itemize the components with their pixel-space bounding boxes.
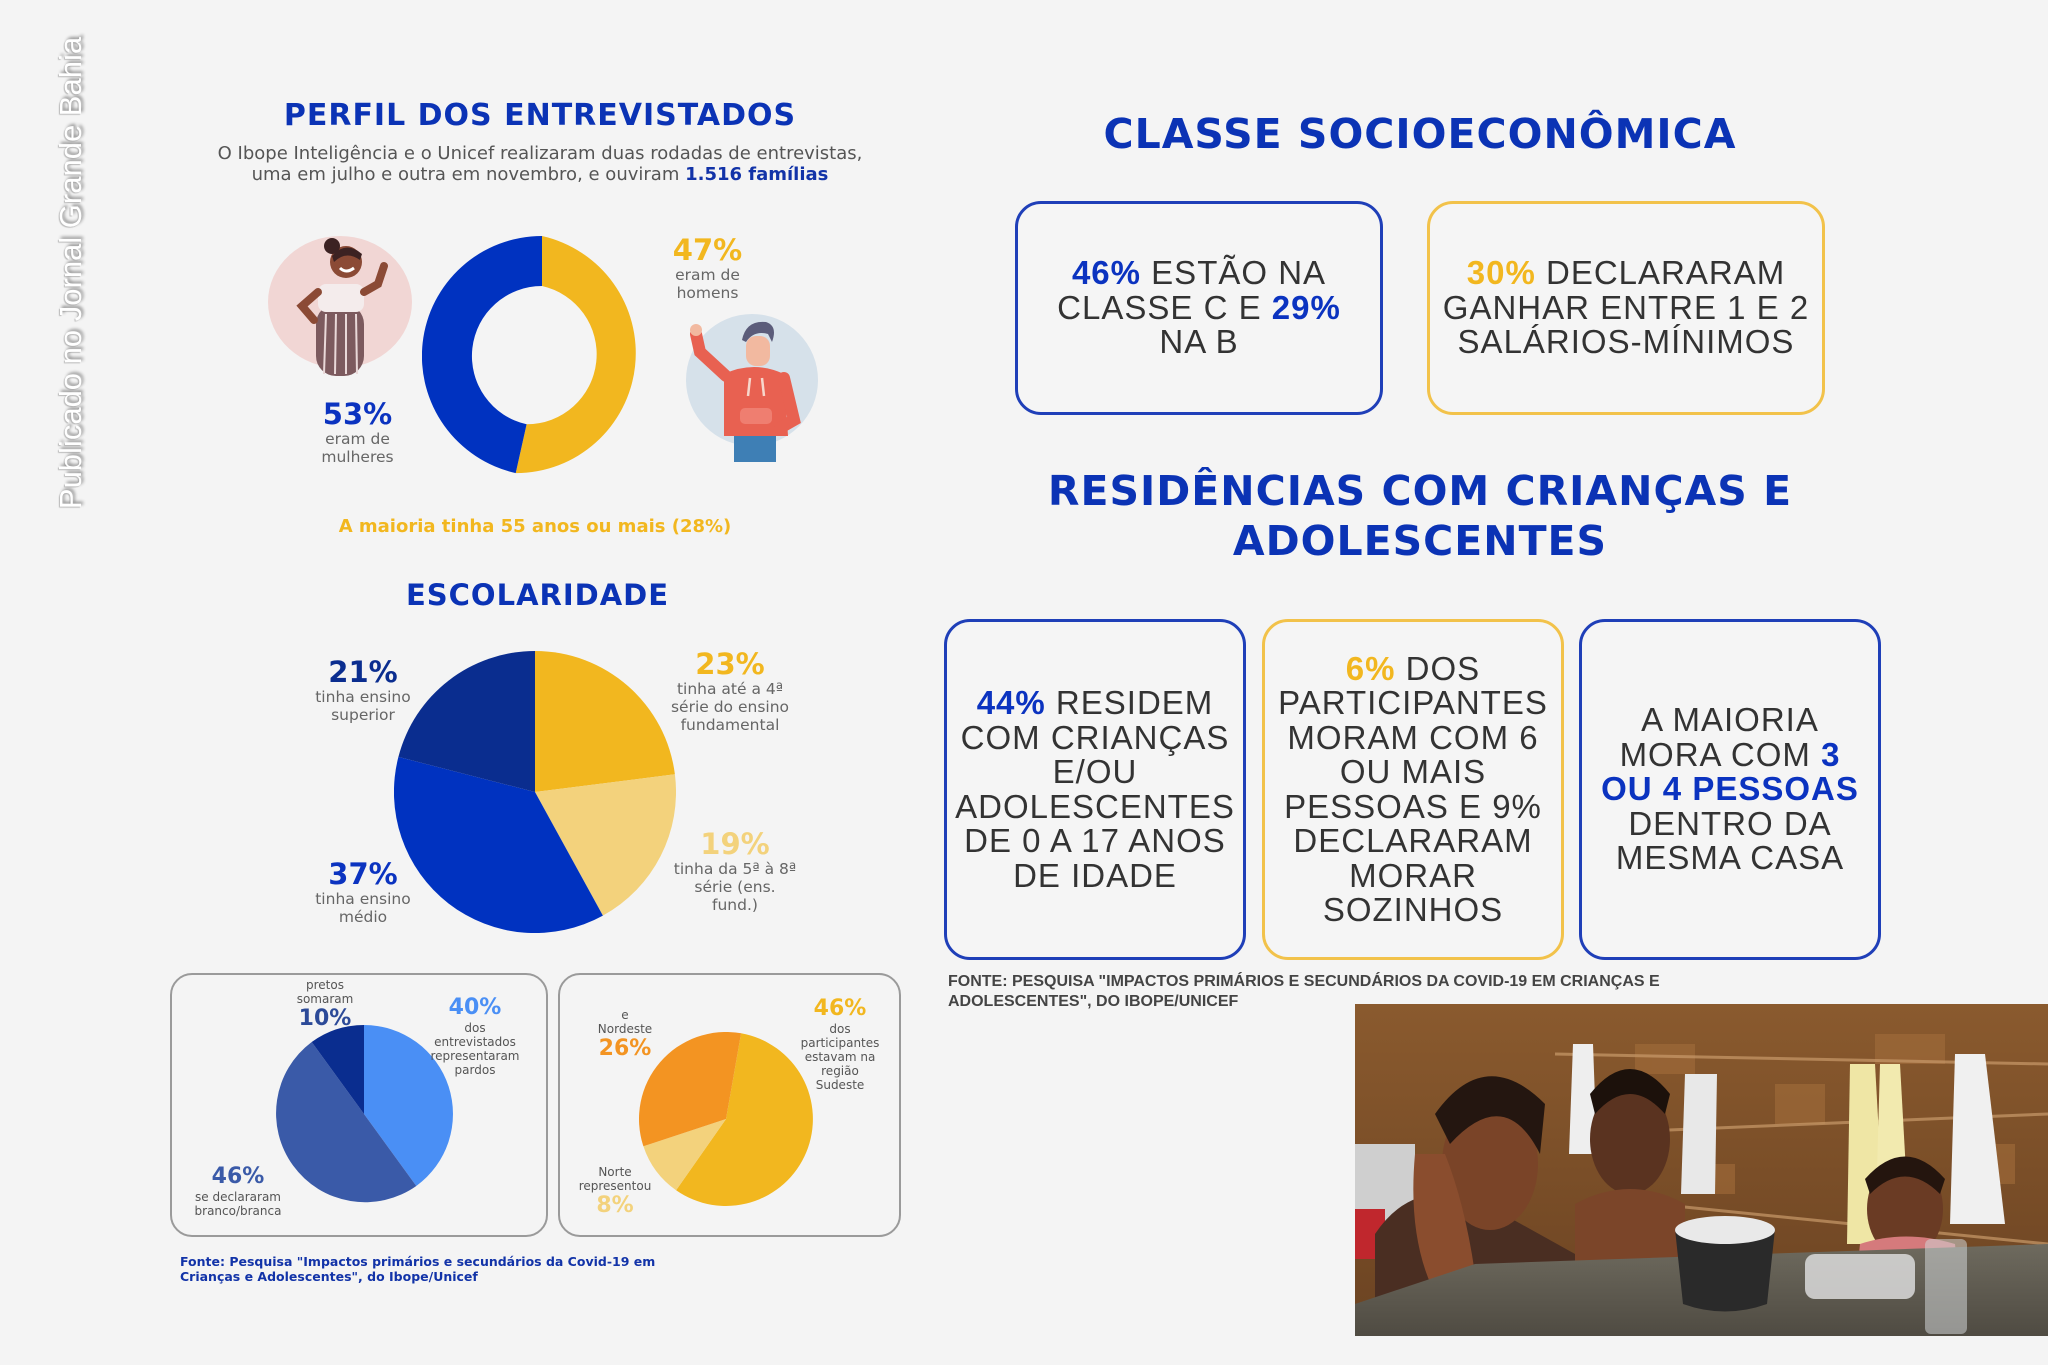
brancos-desc1: se declararam bbox=[195, 1190, 281, 1204]
fund4-label bbox=[650, 648, 810, 734]
sudeste-desc2: participantes bbox=[800, 1036, 880, 1050]
children-line4: ADOLESCENTES bbox=[955, 787, 1235, 825]
socioeconomic-title: CLASSE SOCIOECONÔMICA bbox=[1103, 110, 1737, 158]
six-plus-pct: 6% bbox=[1345, 649, 1396, 687]
pretos-desc1: pretos bbox=[306, 978, 344, 992]
households-title-line1: RESIDÊNCIAS COM CRIANÇAS E bbox=[1047, 467, 1793, 515]
superior-label bbox=[298, 656, 428, 724]
fund4-desc1: tinha até a 4ª bbox=[676, 680, 784, 698]
pretos-pct: 10% bbox=[298, 1006, 352, 1031]
source-right-line2: ADOLESCENTES", DO IBOPE/UNICEF bbox=[948, 993, 1239, 1010]
medio-desc1: tinha ensino bbox=[315, 890, 411, 908]
class-card-line1: ESTÃO NA bbox=[1141, 254, 1327, 292]
brancos-pct: 46% bbox=[211, 1164, 265, 1189]
children-card-text bbox=[955, 686, 1235, 893]
women-label bbox=[290, 398, 425, 466]
source-left bbox=[180, 1254, 700, 1284]
profile-intro-line2 bbox=[160, 164, 920, 185]
watermark-text: Publicado no Jornal Grande Bahia bbox=[53, 36, 88, 510]
families-count: 1.516 famílias bbox=[685, 164, 829, 185]
majority-card-text bbox=[1601, 703, 1859, 876]
fund8-label bbox=[650, 828, 820, 914]
size-line5: PESSOAS E 9% bbox=[1284, 787, 1542, 825]
household-size-card bbox=[1262, 619, 1564, 960]
children-line3: E/OU bbox=[1052, 753, 1138, 790]
class-card bbox=[1015, 201, 1383, 415]
pardos-desc3: representaram bbox=[430, 1049, 520, 1063]
income-card bbox=[1427, 201, 1825, 415]
source-left-line2: Crianças e Adolescentes", do Ibope/Unicef bbox=[180, 1269, 478, 1284]
women-desc1: eram de bbox=[325, 430, 390, 448]
sudeste-pct: 46% bbox=[813, 996, 867, 1021]
superior-desc2: superior bbox=[331, 706, 395, 724]
class-card-line3: NA B bbox=[1159, 323, 1239, 361]
children-line2: COM CRIANÇAS bbox=[960, 718, 1230, 756]
superior-pct: 21% bbox=[328, 655, 398, 689]
income-card-text bbox=[1443, 256, 1809, 360]
children-line5: DE 0 A 17 ANOS bbox=[964, 822, 1226, 859]
pretos-desc2: somaram bbox=[296, 992, 354, 1006]
education-title: ESCOLARIDADE bbox=[405, 578, 670, 612]
men-label bbox=[640, 234, 775, 302]
majority-line1: A MAIORIA bbox=[1641, 701, 1819, 739]
men-desc2: homens bbox=[676, 284, 739, 302]
pardos-label bbox=[420, 995, 530, 1077]
region-pie-chart bbox=[639, 1032, 813, 1206]
size-line8: SOZINHOS bbox=[1322, 891, 1504, 928]
education-pie-chart bbox=[394, 651, 676, 933]
fund4-pct: 23% bbox=[695, 647, 765, 681]
nordeste-pct: 26% bbox=[598, 1036, 652, 1061]
households-title-line2: ADOLESCENTES bbox=[1232, 517, 1608, 565]
sudeste-desc4: região bbox=[821, 1064, 859, 1078]
size-line3: MORAM COM 6 bbox=[1287, 718, 1539, 756]
nordeste-label bbox=[585, 1008, 665, 1062]
profile-title: PERFIL DOS ENTREVISTADOS bbox=[283, 98, 797, 133]
income-pct: 30% bbox=[1466, 254, 1536, 292]
women-pct: 53% bbox=[322, 397, 393, 431]
income-card-line3: SALÁRIOS-MÍNIMOS bbox=[1457, 323, 1795, 361]
fund4-desc2: série do ensino bbox=[670, 698, 790, 716]
brancos-desc2: branco/branca bbox=[194, 1204, 282, 1218]
class-b-pct: 29% bbox=[1271, 288, 1341, 326]
profile-intro-text: uma em julho e outra em novembro, e ouviram bbox=[251, 164, 686, 185]
income-card-line1: DECLARARAM bbox=[1535, 254, 1786, 292]
women-desc2: mulheres bbox=[321, 448, 394, 466]
age-note: A maioria tinha 55 anos ou mais (28%) bbox=[338, 516, 732, 537]
norte-pct: 8% bbox=[596, 1193, 634, 1218]
brancos-label bbox=[182, 1164, 294, 1218]
class-card-text bbox=[1057, 256, 1341, 360]
profile-intro-line1: O Ibope Inteligência e o Unicef realizaram duas rodadas de entrevistas, bbox=[217, 143, 863, 164]
profile-intro bbox=[160, 143, 920, 185]
medio-label bbox=[298, 858, 428, 926]
size-line7: MORAR bbox=[1349, 856, 1477, 894]
woman-illustration bbox=[266, 234, 416, 376]
sudeste-desc3: estavam na bbox=[804, 1050, 876, 1064]
household-size-card-text bbox=[1278, 649, 1548, 928]
fund8-desc3: fund.) bbox=[712, 896, 758, 914]
norte-desc1: Norte bbox=[598, 1165, 632, 1179]
size-line2: PARTICIPANTES bbox=[1278, 684, 1548, 721]
nordeste-desc1: e bbox=[621, 1008, 629, 1022]
family-photo bbox=[1355, 1004, 2048, 1336]
sudeste-desc1: dos bbox=[829, 1022, 851, 1036]
pardos-desc4: pardos bbox=[454, 1063, 496, 1077]
source-left-line1: Fonte: Pesquisa "Impactos primários e secundários da Covid-19 em bbox=[180, 1254, 656, 1269]
men-desc1: eram de bbox=[675, 266, 740, 284]
majority-highlight: OU 4 PESSOAS bbox=[1601, 770, 1859, 808]
fund8-pct: 19% bbox=[700, 827, 770, 861]
pardos-desc1: dos bbox=[464, 1021, 486, 1035]
source-right-line1: FONTE: PESQUISA "IMPACTOS PRIMÁRIOS E SECUNDÁRIOS DA COVID-19 EM CRIANÇAS E bbox=[948, 973, 1660, 990]
man-illustration bbox=[684, 312, 824, 462]
size-line6: DECLARARAM bbox=[1293, 822, 1533, 859]
norte-desc2: representou bbox=[578, 1179, 652, 1193]
children-line1: RESIDEM bbox=[1045, 684, 1214, 721]
norte-label bbox=[572, 1165, 658, 1219]
nordeste-desc2: Nordeste bbox=[597, 1022, 653, 1036]
pretos-label bbox=[290, 978, 360, 1032]
children-pct: 44% bbox=[976, 684, 1046, 721]
majority-number: 3 bbox=[1821, 735, 1841, 773]
pardos-pct: 40% bbox=[448, 995, 502, 1020]
fund4-desc3: fundamental bbox=[680, 716, 780, 734]
income-card-line2: GANHAR ENTRE 1 E 2 bbox=[1442, 288, 1810, 326]
majority-line3: DENTRO DA bbox=[1628, 804, 1832, 842]
class-card-line2: CLASSE C E bbox=[1057, 288, 1272, 326]
men-pct: 47% bbox=[672, 233, 743, 267]
children-line6: DE IDADE bbox=[1013, 856, 1177, 894]
households-title bbox=[980, 466, 1860, 566]
sudeste-desc5: Sudeste bbox=[815, 1078, 865, 1092]
size-line1: DOS bbox=[1395, 649, 1481, 687]
majority-line4: MESMA CASA bbox=[1615, 839, 1845, 877]
sudeste-label bbox=[790, 996, 890, 1092]
gender-donut-chart bbox=[422, 236, 662, 476]
majority-line2: MORA COM bbox=[1619, 735, 1822, 773]
medio-desc2: médio bbox=[338, 908, 388, 926]
class-c-pct: 46% bbox=[1071, 254, 1141, 292]
fund8-desc2: série (ens. bbox=[694, 878, 776, 896]
fund8-desc1: tinha da 5ª à 8ª bbox=[673, 860, 797, 878]
majority-card bbox=[1579, 619, 1881, 960]
pardos-desc2: entrevistados bbox=[434, 1035, 516, 1049]
children-card bbox=[944, 619, 1246, 960]
superior-desc1: tinha ensino bbox=[315, 688, 411, 706]
medio-pct: 37% bbox=[328, 857, 398, 891]
size-line4: OU MAIS bbox=[1339, 753, 1487, 790]
